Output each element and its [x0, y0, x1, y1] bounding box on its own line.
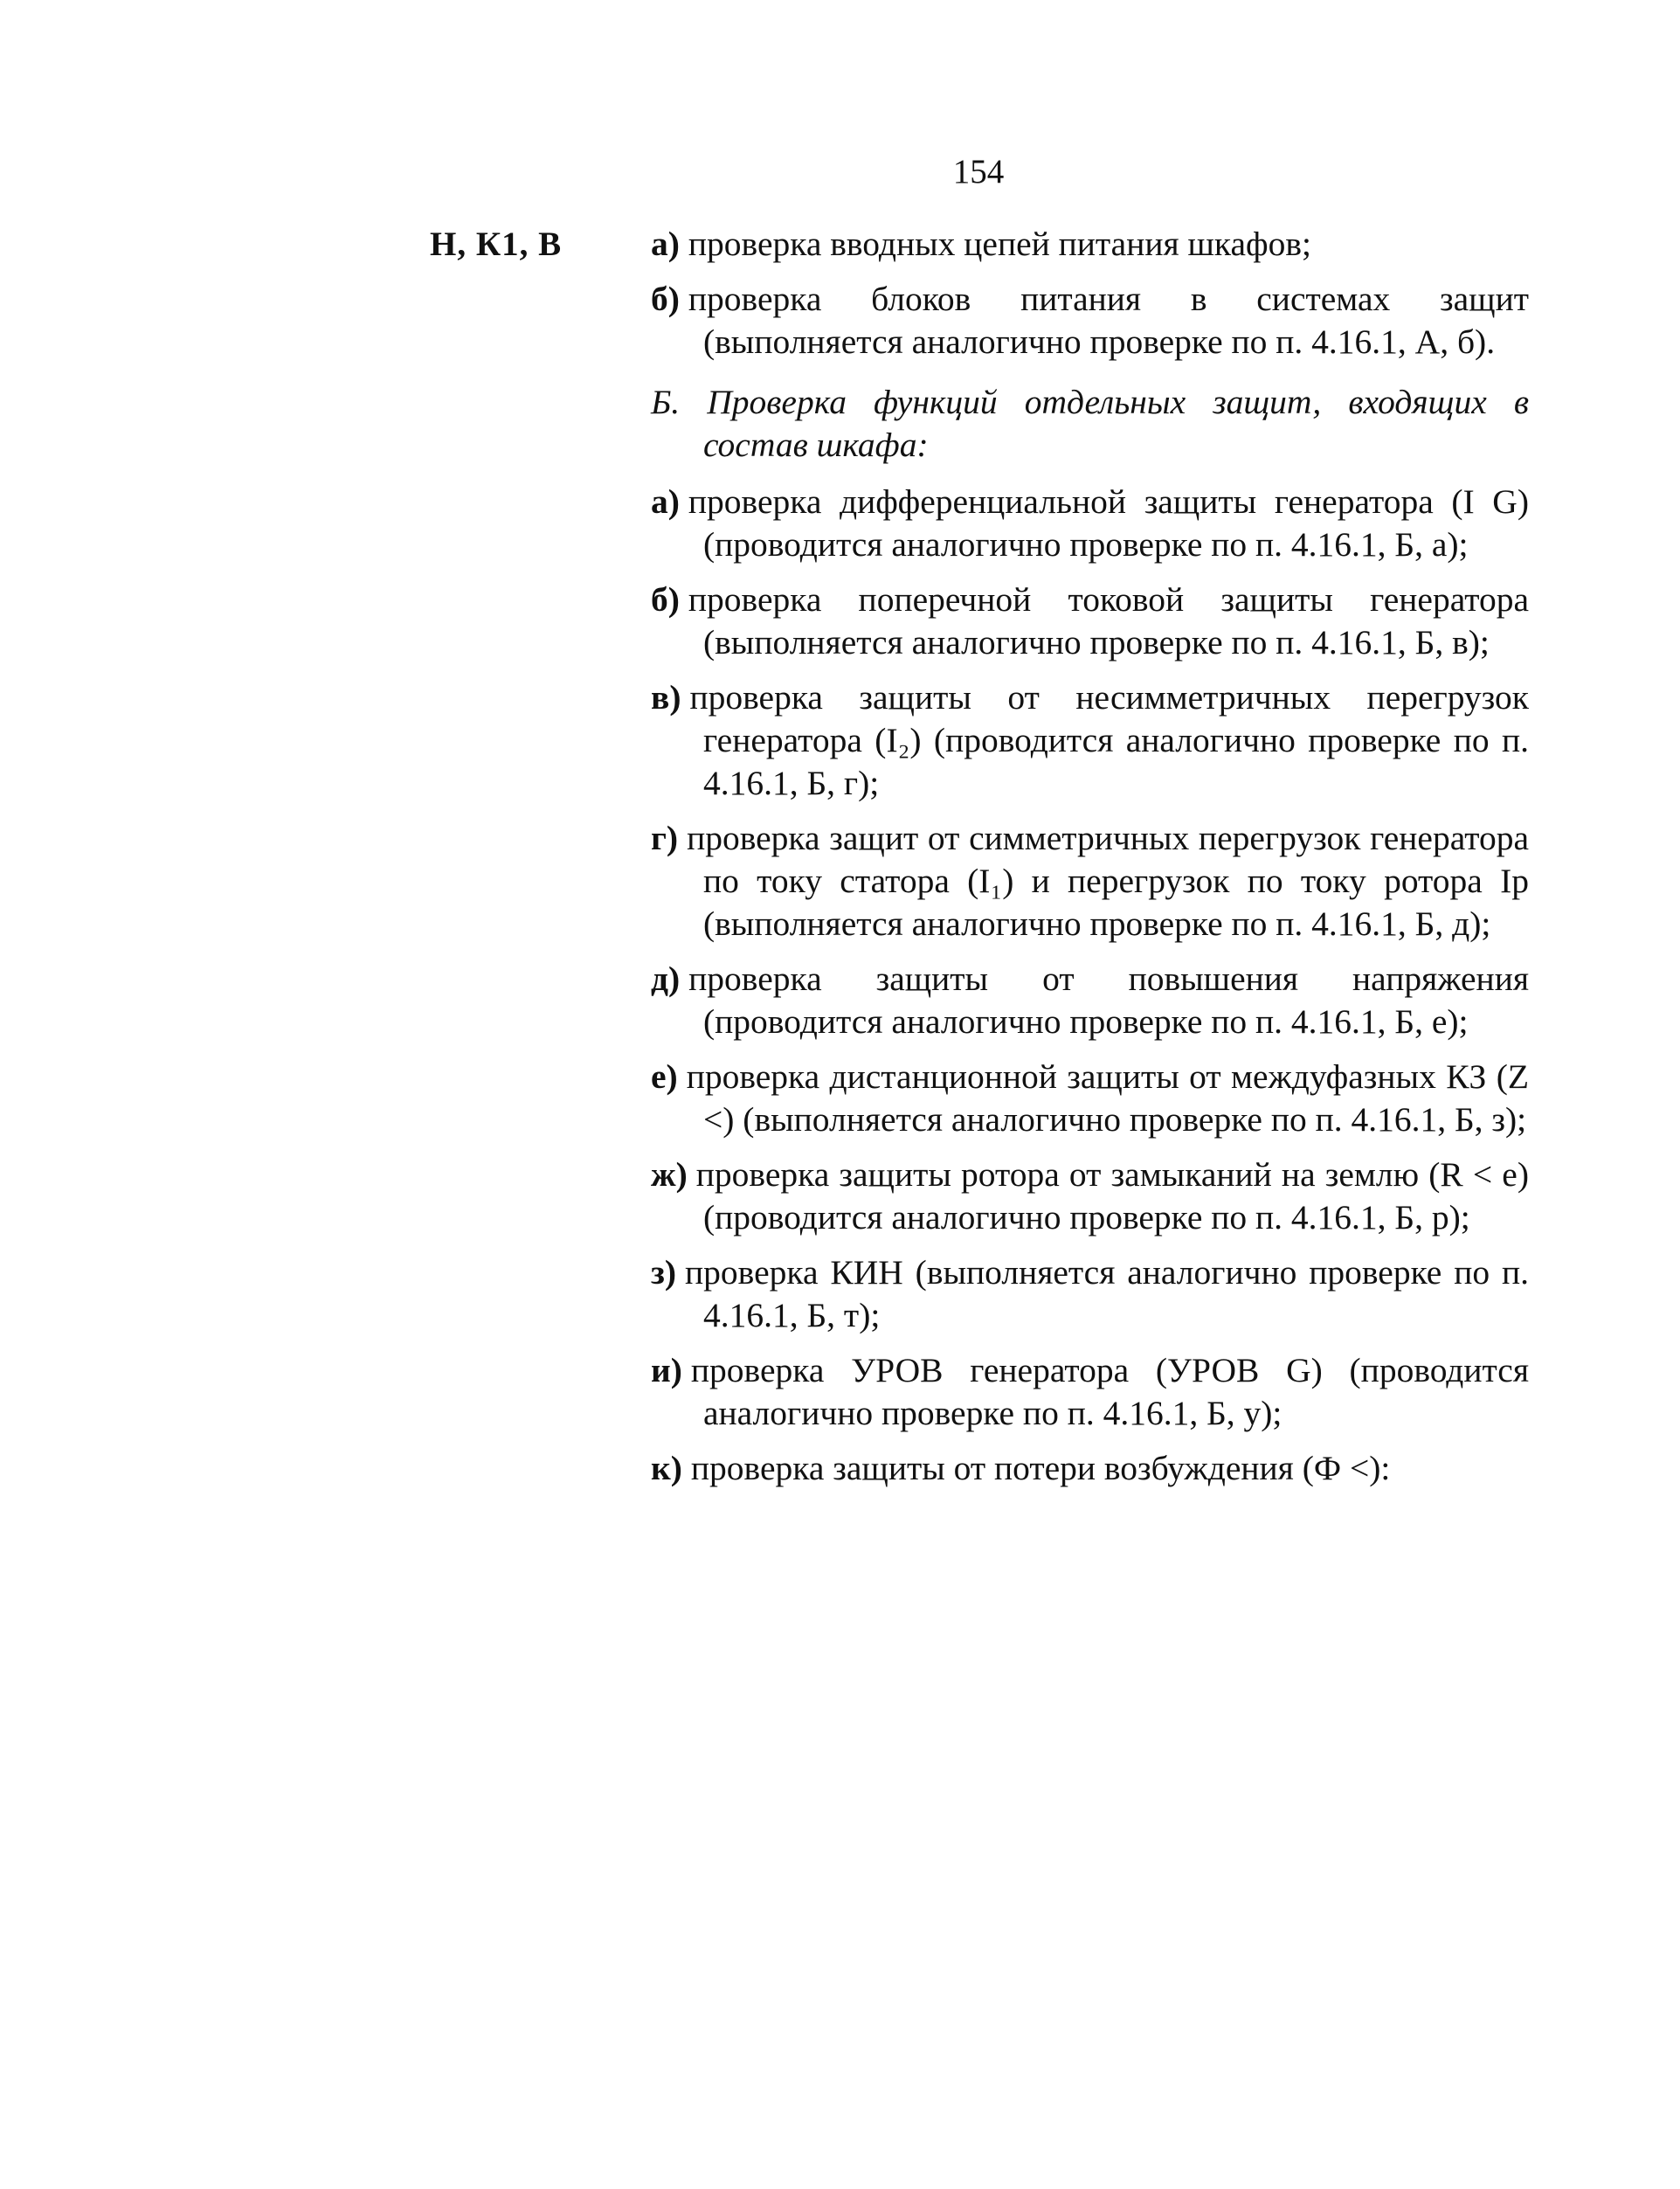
list-item-text: проверка дифференциальной защиты генератора (I G) (проводится аналогично проверке по п. 4.16.1, Б, а);: [688, 482, 1529, 564]
list-item: [651, 1251, 1529, 1337]
list-marker: д): [651, 959, 681, 998]
list-item: [651, 1349, 1529, 1435]
list-item: [651, 1153, 1529, 1239]
section-heading: Б. Проверка функций отдельных защит, входящих в состав шкафа:: [651, 383, 1529, 464]
list-marker: к): [651, 1449, 682, 1487]
list-item: [651, 481, 1529, 566]
list-item: [651, 817, 1529, 946]
list-marker: з): [651, 1253, 677, 1292]
list-item: [651, 676, 1529, 805]
list-item: [651, 578, 1529, 664]
list-marker: б): [651, 580, 680, 619]
list-marker: и): [651, 1351, 682, 1389]
list-item-text: проверка защиты от несимметричных перегрузок генератора (I₂) (проводится аналогично проверке по п. 4.16.1, Б, г);: [689, 678, 1529, 802]
list-marker: г): [651, 819, 679, 857]
list-item: [651, 1056, 1529, 1141]
list-marker: б): [651, 280, 680, 318]
list-item: [651, 1447, 1529, 1490]
list-item-text: проверка защиты от повышения напряжения (проводится аналогично проверке по п. 4.16.1, Б, е);: [688, 959, 1529, 1041]
list-item-text: проверка поперечной токовой защиты генератора (выполняется аналогично проверке по п. 4.16.1, Б, в);: [688, 580, 1529, 662]
list-item-text: проверка УРОВ генератора (УРОВ G) (проводится аналогично проверке по п. 4.16.1, Б, у);: [690, 1351, 1529, 1432]
list-item-text: проверка защиты ротора от замыканий на землю (R < е) (проводится аналогично проверке по п. 4.16.1, Б, р);: [695, 1155, 1529, 1237]
list-item-text: проверка блоков питания в системах защит (выполняется аналогично проверке по п. 4.16.1, А, б).: [688, 280, 1529, 361]
list-item-text: проверка вводных цепей питания шкафов;: [688, 225, 1312, 263]
list-item-text: проверка защит от симметричных перегрузок генератора по току статора (I₁) и перегрузок по току ротора Iр (выполняется аналогично проверке по п. 4.16.1, Б, д);: [687, 819, 1529, 943]
side-label: Н, К1, В: [430, 225, 563, 263]
list-item: [651, 278, 1529, 364]
list-marker: в): [651, 678, 681, 717]
list-marker: ж): [651, 1155, 688, 1194]
list-marker: а): [651, 482, 680, 521]
list-item: [651, 958, 1529, 1043]
page-number: 154: [952, 153, 1005, 190]
list-item-text: проверка дистанционной защиты от междуфазных КЗ (Z <) (выполняется аналогично проверке по п. 4.16.1, Б, з);: [686, 1057, 1529, 1139]
list-item-text: проверка КИН (выполняется аналогично проверке по п. 4.16.1, Б, т);: [685, 1253, 1529, 1334]
list-marker: е): [651, 1057, 678, 1096]
list-item: [651, 223, 1529, 266]
list-marker: а): [651, 225, 680, 263]
main-content: [651, 223, 1529, 1502]
list-item-text: проверка защиты от потери возбуждения (Ф <):: [690, 1449, 1391, 1487]
